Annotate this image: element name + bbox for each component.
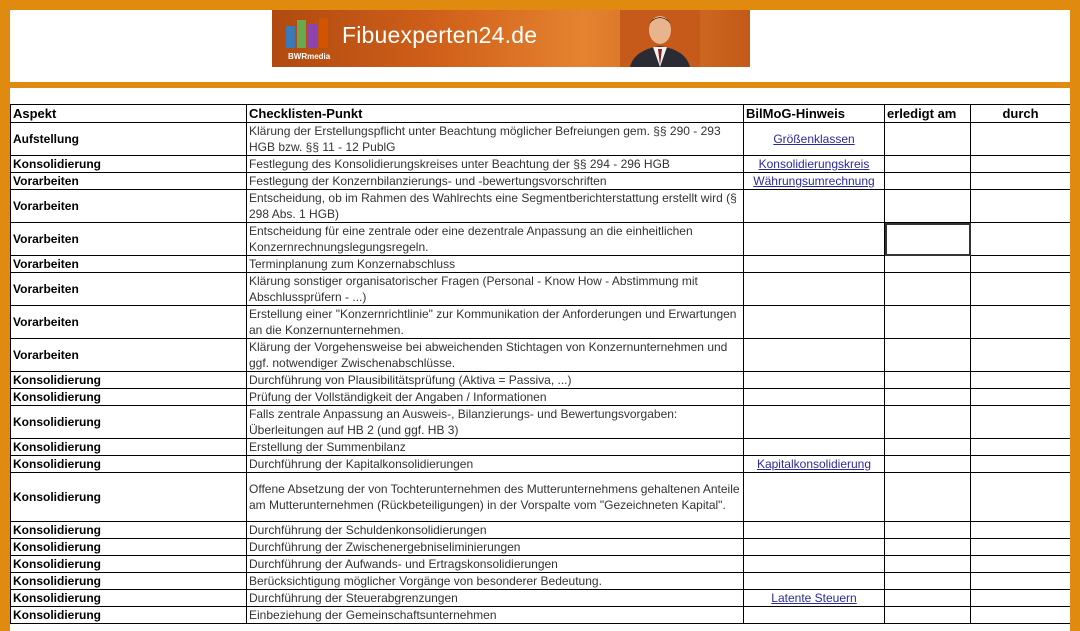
table-row (11, 607, 1071, 624)
cell-punkt[interactable]: Durchführung der Kapitalkonsolidierungen (247, 456, 744, 473)
cell-durch[interactable] (971, 522, 1071, 539)
brand-subtitle: BWRmedia (288, 52, 331, 61)
cell-erledigt[interactable] (885, 190, 971, 223)
cell-durch[interactable] (971, 539, 1071, 556)
cell-hinweis[interactable] (744, 372, 885, 389)
cell-aspekt[interactable]: Konsolidierung (11, 539, 247, 556)
cell-hinweis[interactable] (744, 273, 885, 306)
cell-durch[interactable] (971, 590, 1071, 607)
cell-hinweis[interactable] (744, 223, 885, 256)
cell-durch[interactable] (971, 556, 1071, 573)
cell-aspekt[interactable]: Konsolidierung (11, 556, 247, 573)
hinweis-link[interactable]: Kapitalkonsolidierung (756, 457, 872, 471)
cell-erledigt[interactable] (885, 273, 971, 306)
table-row (11, 389, 1071, 406)
cell-durch[interactable] (971, 156, 1071, 173)
table-row (11, 522, 1071, 539)
table-row (11, 573, 1071, 590)
table-row (11, 173, 1071, 190)
cell-hinweis[interactable] (744, 522, 885, 539)
cell-aspekt[interactable]: Vorarbeiten (11, 256, 247, 273)
cell-durch[interactable] (971, 456, 1071, 473)
table-row (11, 256, 1071, 273)
cell-aspekt[interactable]: Konsolidierung (11, 473, 247, 522)
checklist-table (10, 104, 1070, 624)
cell-hinweis[interactable] (744, 339, 885, 372)
cell-durch[interactable] (971, 339, 1071, 372)
cell-hinweis[interactable] (744, 173, 885, 190)
cell-aspekt[interactable]: Konsolidierung (11, 522, 247, 539)
cell-aspekt[interactable]: Vorarbeiten (11, 173, 247, 190)
cell-aspekt[interactable]: Konsolidierung (11, 573, 247, 590)
cell-punkt[interactable]: Terminplanung zum Konzernabschluss (247, 256, 744, 273)
cell-durch[interactable] (971, 190, 1071, 223)
cell-hinweis[interactable] (744, 306, 885, 339)
cell-hinweis[interactable] (744, 389, 885, 406)
cell-aspekt[interactable]: Konsolidierung (11, 156, 247, 173)
cell-hinweis[interactable] (744, 156, 885, 173)
cell-punkt[interactable]: Offene Absetzung der von Tochterunternehmen des Mutterunternehmens gehaltenen Anteile am Mutterunternehmen (Rückbeteiligungen) in der Vorspalte vom "Gezeichneten Kapital". (247, 473, 744, 522)
col-header-hinweis[interactable]: BilMoG-Hinweis (744, 105, 885, 123)
cell-hinweis[interactable] (744, 123, 885, 156)
cell-erledigt[interactable] (885, 256, 971, 273)
cell-punkt[interactable]: Festlegung der Konzernbilanzierungs- und -bewertungsvorschriften (247, 173, 744, 190)
table-row (11, 556, 1071, 573)
cell-hinweis[interactable] (744, 256, 885, 273)
cell-punkt[interactable]: Durchführung der Steuerabgrenzungen (247, 590, 744, 607)
cell-durch[interactable] (971, 389, 1071, 406)
cell-punkt[interactable]: Durchführung der Aufwands- und Ertragskonsolidierungen (247, 556, 744, 573)
cell-durch[interactable] (971, 473, 1071, 522)
cell-durch[interactable] (971, 123, 1071, 156)
cell-hinweis[interactable] (744, 590, 885, 607)
cell-erledigt[interactable] (885, 439, 971, 456)
cell-erledigt[interactable] (885, 306, 971, 339)
cell-erledigt[interactable] (885, 372, 971, 389)
cell-aspekt[interactable]: Konsolidierung (11, 439, 247, 456)
table-row (11, 273, 1071, 306)
cell-hinweis[interactable] (744, 607, 885, 624)
table-row (11, 590, 1071, 607)
cell-erledigt[interactable] (885, 590, 971, 607)
col-header-erledigt[interactable]: erledigt am (885, 105, 971, 123)
table-row (11, 372, 1071, 389)
cell-erledigt[interactable] (885, 339, 971, 372)
hinweis-link[interactable]: Größenklassen (773, 132, 855, 146)
cell-hinweis[interactable] (744, 406, 885, 439)
hinweis-link[interactable]: Währungsumrechnung (753, 174, 875, 188)
brand-name: Fibuexperten24.de (342, 22, 538, 48)
col-header-punkt[interactable]: Checklisten-Punkt (247, 105, 744, 123)
cell-hinweis[interactable] (744, 556, 885, 573)
cell-punkt[interactable]: Klärung der Vorgehensweise bei abweichenden Stichtagen von Konzernunternehmen und ggf. notwendiger Zwischenabschlüsse. (247, 339, 744, 372)
cell-punkt[interactable]: Entscheidung, ob im Rahmen des Wahlrechts eine Segmentberichterstattung erstellt wird (§ 298 Abs. 1 HGB) (247, 190, 744, 223)
cell-punkt[interactable]: Klärung der Erstellungspflicht unter Beachtung möglicher Befreiungen gem. §§ 290 - 293 HGB bzw. §§ 11 - 12 PublG (247, 123, 744, 156)
top-banner-area (10, 10, 1070, 82)
cell-punkt[interactable]: Berücksichtigung möglicher Vorgänge von besonderer Bedeutung. (247, 573, 744, 590)
table-row (11, 439, 1071, 456)
cell-erledigt[interactable] (885, 607, 971, 624)
cell-punkt[interactable]: Durchführung von Plausibilitätsprüfung (Aktiva = Passiva, ...) (247, 372, 744, 389)
cell-aspekt[interactable]: Vorarbeiten (11, 273, 247, 306)
cell-hinweis[interactable] (744, 190, 885, 223)
cell-punkt[interactable]: Entscheidung für eine zentrale oder eine dezentrale Anpassung an die einheitlichen Konzernrechnungslegungsregeln. (247, 223, 744, 256)
cell-aspekt[interactable]: Vorarbeiten (11, 306, 247, 339)
cell-erledigt[interactable] (885, 156, 971, 173)
cell-durch[interactable] (971, 372, 1071, 389)
cell-punkt[interactable]: Erstellung der Summenbilanz (247, 439, 744, 456)
cell-aspekt[interactable]: Konsolidierung (11, 389, 247, 406)
logo-bars-icon (286, 18, 336, 48)
cell-erledigt[interactable] (885, 522, 971, 539)
cell-aspekt[interactable]: Aufstellung (11, 123, 247, 156)
cell-durch[interactable] (971, 439, 1071, 456)
spreadsheet (10, 88, 1070, 631)
table-row (11, 339, 1071, 372)
cell-punkt[interactable]: Einbeziehung der Gemeinschaftsunternehmen (247, 607, 744, 624)
table-row (11, 406, 1071, 439)
cell-punkt[interactable]: Falls zentrale Anpassung an Ausweis-, Bilanzierungs- und Bewertungsvorgaben: Überleitungen auf HB 2 (und ggf. HB 3) (247, 406, 744, 439)
cell-aspekt[interactable]: Vorarbeiten (11, 223, 247, 256)
cell-hinweis[interactable] (744, 473, 885, 522)
table-row (11, 123, 1071, 156)
table-row (11, 190, 1071, 223)
hinweis-link[interactable]: Konsolidierungskreis (758, 157, 870, 171)
cell-durch[interactable] (971, 173, 1071, 190)
cell-durch[interactable] (971, 573, 1071, 590)
cell-punkt[interactable]: Prüfung der Vollständigkeit der Angaben / Informationen (247, 389, 744, 406)
table-row (11, 539, 1071, 556)
cell-aspekt[interactable]: Konsolidierung (11, 590, 247, 607)
cell-aspekt[interactable]: Vorarbeiten (11, 339, 247, 372)
cell-durch[interactable] (971, 607, 1071, 624)
col-header-durch[interactable]: durch (971, 105, 1071, 123)
cell-aspekt[interactable]: Konsolidierung (11, 607, 247, 624)
person-photo-icon (620, 10, 700, 67)
cell-hinweis[interactable] (744, 439, 885, 456)
cell-durch[interactable] (971, 223, 1071, 256)
table-header-row (11, 105, 1071, 123)
cell-hinweis[interactable] (744, 539, 885, 556)
cell-durch[interactable] (971, 406, 1071, 439)
cell-erledigt[interactable] (885, 406, 971, 439)
cell-durch[interactable] (971, 306, 1071, 339)
cell-erledigt[interactable] (885, 473, 971, 522)
cell-aspekt[interactable]: Konsolidierung (11, 406, 247, 439)
brand-banner[interactable] (272, 10, 750, 67)
table-row (11, 306, 1071, 339)
cell-erledigt[interactable] (885, 223, 971, 256)
cell-hinweis[interactable] (744, 456, 885, 473)
cell-punkt[interactable]: Durchführung der Zwischenergebniseliminierungen (247, 539, 744, 556)
cell-punkt[interactable]: Durchführung der Schuldenkonsolidierungen (247, 522, 744, 539)
col-header-aspekt[interactable]: Aspekt (11, 105, 247, 123)
cell-durch[interactable] (971, 256, 1071, 273)
cell-erledigt[interactable] (885, 173, 971, 190)
cell-hinweis[interactable] (744, 573, 885, 590)
table-row (11, 156, 1071, 173)
cell-aspekt[interactable]: Vorarbeiten (11, 190, 247, 223)
table-row (11, 473, 1071, 522)
table-row (11, 456, 1071, 473)
cell-erledigt[interactable] (885, 389, 971, 406)
cell-punkt[interactable]: Erstellung einer "Konzernrichtlinie" zur Kommunikation der Anforderungen und Erwartungen an die Konzernunternehmen. (247, 306, 744, 339)
cell-erledigt[interactable] (885, 573, 971, 590)
cell-erledigt[interactable] (885, 556, 971, 573)
cell-aspekt[interactable]: Konsolidierung (11, 456, 247, 473)
cell-aspekt[interactable]: Konsolidierung (11, 372, 247, 389)
cell-punkt[interactable]: Festlegung des Konsolidierungskreises unter Beachtung der §§ 294 - 296 HGB (247, 156, 744, 173)
cell-erledigt[interactable] (885, 456, 971, 473)
cell-punkt[interactable]: Klärung sonstiger organisatorischer Fragen (Personal - Know How - Abstimmung mit Abschlussprüfern - ...) (247, 273, 744, 306)
table-row (11, 223, 1071, 256)
cell-durch[interactable] (971, 273, 1071, 306)
cell-erledigt[interactable] (885, 539, 971, 556)
cell-erledigt[interactable] (885, 123, 971, 156)
hinweis-link[interactable]: Latente Steuern (771, 591, 857, 605)
